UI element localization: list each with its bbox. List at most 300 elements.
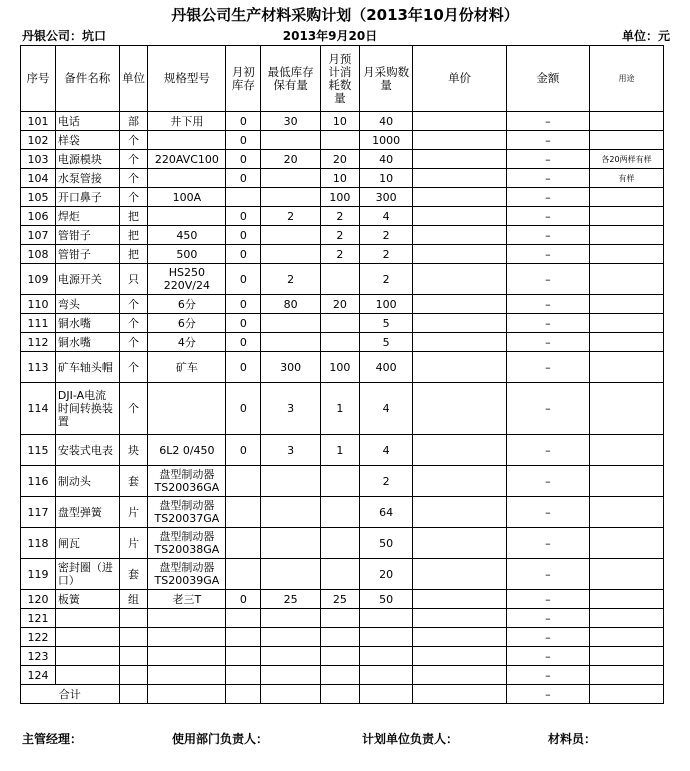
cell-amount: – bbox=[506, 497, 589, 528]
cell-unit: 部 bbox=[119, 112, 148, 131]
cell-purchase-qty: 2 bbox=[359, 245, 412, 264]
table-row bbox=[21, 383, 664, 435]
cell-purchase-qty: 40 bbox=[359, 112, 412, 131]
cell-purchase-qty: 5 bbox=[359, 314, 412, 333]
cell-no: 105 bbox=[21, 188, 56, 207]
cell-purchase-qty: 20 bbox=[359, 559, 412, 590]
cell-consume bbox=[320, 314, 359, 333]
cell-spec: 220AVC100 bbox=[148, 150, 226, 169]
cell-purchase-qty: 1000 bbox=[359, 131, 412, 150]
cell-spec: 6分 bbox=[148, 295, 226, 314]
cell-no: 115 bbox=[21, 435, 56, 466]
cell-min-stock: 25 bbox=[261, 590, 321, 609]
cell-unit bbox=[119, 647, 148, 666]
cell-spec bbox=[148, 131, 226, 150]
cell-unit: 片 bbox=[119, 497, 148, 528]
cell-min-stock bbox=[261, 666, 321, 685]
cell-name: 盘型弹簧 bbox=[55, 497, 119, 528]
cell-use bbox=[589, 435, 663, 466]
cell-no: 116 bbox=[21, 466, 56, 497]
cell-no: 120 bbox=[21, 590, 56, 609]
table-row bbox=[21, 112, 664, 131]
cell-consume: 1 bbox=[320, 435, 359, 466]
cell-spec: 450 bbox=[148, 226, 226, 245]
cell-amount: – bbox=[506, 528, 589, 559]
material-clerk-signature-label: 材料员： bbox=[548, 732, 597, 746]
cell-use: 各20两样有样 bbox=[589, 150, 663, 169]
cell-min-stock bbox=[261, 333, 321, 352]
cell-amount: – bbox=[506, 264, 589, 295]
cell-min-stock bbox=[261, 609, 321, 628]
cell-min-stock bbox=[261, 226, 321, 245]
cell-purchase-qty: 4 bbox=[359, 383, 412, 435]
cell-stock bbox=[226, 466, 261, 497]
cell-min-stock: 3 bbox=[261, 435, 321, 466]
cell-use bbox=[589, 609, 663, 628]
cell-consume bbox=[320, 131, 359, 150]
cell-min-stock bbox=[261, 628, 321, 647]
cell-amount: – bbox=[506, 112, 589, 131]
cell-purchase-qty bbox=[359, 628, 412, 647]
cell-name: 板簧 bbox=[55, 590, 119, 609]
header-row bbox=[21, 46, 664, 112]
cell-use bbox=[589, 590, 663, 609]
cell-min-stock bbox=[261, 169, 321, 188]
cell-name bbox=[55, 628, 119, 647]
cell-no: 107 bbox=[21, 226, 56, 245]
cell-name: 水泵管接 bbox=[55, 169, 119, 188]
cell-amount: – bbox=[506, 590, 589, 609]
cell-name: 焊炬 bbox=[55, 207, 119, 226]
cell-stock: 0 bbox=[226, 352, 261, 383]
cell-use bbox=[589, 352, 663, 383]
cell-amount: – bbox=[506, 559, 589, 590]
cell-purchase-qty bbox=[359, 666, 412, 685]
cell-min-stock: 2 bbox=[261, 207, 321, 226]
cell-amount: – bbox=[506, 333, 589, 352]
cell-spec: HS250 220V/24 bbox=[148, 264, 226, 295]
cell-spec: 盘型制动器TS20036GA bbox=[148, 466, 226, 497]
cell-amount: – bbox=[506, 169, 589, 188]
cell-stock: 0 bbox=[226, 150, 261, 169]
cell-no: 110 bbox=[21, 295, 56, 314]
table-row bbox=[21, 207, 664, 226]
cell-amount: – bbox=[506, 647, 589, 666]
cell-min-stock: 30 bbox=[261, 112, 321, 131]
table-row bbox=[21, 188, 664, 207]
cell-unit: 个 bbox=[119, 314, 148, 333]
cell-no: 118 bbox=[21, 528, 56, 559]
cell-name bbox=[55, 609, 119, 628]
cell-spec bbox=[148, 647, 226, 666]
cell-price bbox=[413, 188, 506, 207]
cell-use bbox=[589, 466, 663, 497]
cell-consume bbox=[320, 466, 359, 497]
table-row bbox=[21, 131, 664, 150]
cell-stock bbox=[226, 497, 261, 528]
cell-spec bbox=[148, 666, 226, 685]
cell-use bbox=[589, 295, 663, 314]
cell-name bbox=[55, 666, 119, 685]
total-amount: – bbox=[506, 685, 589, 704]
cell-spec bbox=[148, 628, 226, 647]
cell-purchase-qty bbox=[359, 609, 412, 628]
cell-price bbox=[413, 226, 506, 245]
cell-no: 113 bbox=[21, 352, 56, 383]
cell-unit: 套 bbox=[119, 466, 148, 497]
cell-name: 铜水嘴 bbox=[55, 314, 119, 333]
cell-consume: 20 bbox=[320, 295, 359, 314]
table-row bbox=[21, 333, 664, 352]
cell-stock: 0 bbox=[226, 314, 261, 333]
col-purchase-header: 月采购数量 bbox=[359, 46, 412, 112]
cell-consume bbox=[320, 264, 359, 295]
table-row bbox=[21, 559, 664, 590]
cell-spec: 矿车 bbox=[148, 352, 226, 383]
cell-min-stock bbox=[261, 466, 321, 497]
cell-unit bbox=[119, 666, 148, 685]
page-title: 丹银公司生产材料采购计划（2013年10月份材料） bbox=[171, 6, 519, 24]
col-name-header: 备件名称 bbox=[55, 46, 119, 112]
cell-use: 有样 bbox=[589, 169, 663, 188]
cell-spec: 4分 bbox=[148, 333, 226, 352]
cell-unit: 个 bbox=[119, 169, 148, 188]
cell-min-stock bbox=[261, 497, 321, 528]
cell-name: 闸瓦 bbox=[55, 528, 119, 559]
cell-unit: 把 bbox=[119, 245, 148, 264]
cell-amount: – bbox=[506, 207, 589, 226]
cell-stock: 0 bbox=[226, 590, 261, 609]
cell-no: 106 bbox=[21, 207, 56, 226]
cell-name: 电源开关 bbox=[55, 264, 119, 295]
table-row bbox=[21, 497, 664, 528]
table-row bbox=[21, 150, 664, 169]
cell-purchase-qty: 4 bbox=[359, 207, 412, 226]
cell-spec: 6分 bbox=[148, 314, 226, 333]
cell-consume bbox=[320, 609, 359, 628]
cell-stock: 0 bbox=[226, 383, 261, 435]
cell-consume bbox=[320, 528, 359, 559]
table-row bbox=[21, 314, 664, 333]
col-spec-header: 规格型号 bbox=[148, 46, 226, 112]
cell-use bbox=[589, 245, 663, 264]
cell-stock bbox=[226, 559, 261, 590]
cell-name: 矿车轴头帽 bbox=[55, 352, 119, 383]
cell-amount: – bbox=[506, 188, 589, 207]
cell-amount: – bbox=[506, 295, 589, 314]
cell-unit: 个 bbox=[119, 131, 148, 150]
cell-price bbox=[413, 264, 506, 295]
cell-consume: 100 bbox=[320, 188, 359, 207]
cell-spec bbox=[148, 169, 226, 188]
cell-price bbox=[413, 112, 506, 131]
cell-name: 电话 bbox=[55, 112, 119, 131]
cell-purchase-qty: 2 bbox=[359, 226, 412, 245]
cell-use bbox=[589, 528, 663, 559]
cell-amount: – bbox=[506, 666, 589, 685]
manager-signature-label: 主管经理： bbox=[22, 732, 83, 746]
company-label: 丹银公司：坑口 bbox=[22, 29, 107, 43]
cell-purchase-qty: 2 bbox=[359, 466, 412, 497]
col-consume-header: 月预计消耗数量 bbox=[320, 46, 359, 112]
cell-price bbox=[413, 295, 506, 314]
cell-spec: 盘型制动器TS20037GA bbox=[148, 497, 226, 528]
cell-amount: – bbox=[506, 150, 589, 169]
cell-price bbox=[413, 590, 506, 609]
cell-no: 102 bbox=[21, 131, 56, 150]
cell-price bbox=[413, 528, 506, 559]
cell-no: 123 bbox=[21, 647, 56, 666]
cell-min-stock: 3 bbox=[261, 383, 321, 435]
cell-purchase-qty: 5 bbox=[359, 333, 412, 352]
cell-price bbox=[413, 609, 506, 628]
cell-price bbox=[413, 647, 506, 666]
cell-spec bbox=[148, 207, 226, 226]
cell-spec: 6L2 0/450 bbox=[148, 435, 226, 466]
table-row bbox=[21, 352, 664, 383]
cell-unit: 个 bbox=[119, 333, 148, 352]
cell-price bbox=[413, 559, 506, 590]
cell-no: 103 bbox=[21, 150, 56, 169]
cell-purchase-qty: 40 bbox=[359, 150, 412, 169]
cell-spec bbox=[148, 383, 226, 435]
cell-unit: 片 bbox=[119, 528, 148, 559]
cell-use bbox=[589, 112, 663, 131]
cell-stock bbox=[226, 628, 261, 647]
cell-stock: 0 bbox=[226, 112, 261, 131]
cell-amount: – bbox=[506, 245, 589, 264]
cell-purchase-qty: 100 bbox=[359, 295, 412, 314]
plan-head-signature-label: 计划单位负责人： bbox=[362, 732, 459, 746]
cell-name: 样袋 bbox=[55, 131, 119, 150]
cell-unit: 个 bbox=[119, 295, 148, 314]
cell-min-stock: 80 bbox=[261, 295, 321, 314]
cell-spec: 老三T bbox=[148, 590, 226, 609]
cell-unit: 个 bbox=[119, 383, 148, 435]
cell-price bbox=[413, 628, 506, 647]
cell-stock: 0 bbox=[226, 295, 261, 314]
table-row bbox=[21, 295, 664, 314]
cell-unit: 块 bbox=[119, 435, 148, 466]
cell-min-stock bbox=[261, 528, 321, 559]
cell-price bbox=[413, 435, 506, 466]
table-row bbox=[21, 609, 664, 628]
cell-name: 密封圈（进口） bbox=[55, 559, 119, 590]
cell-use bbox=[589, 559, 663, 590]
cell-no: 119 bbox=[21, 559, 56, 590]
col-stock-header: 月初库存 bbox=[226, 46, 261, 112]
cell-purchase-qty: 4 bbox=[359, 435, 412, 466]
cell-consume bbox=[320, 628, 359, 647]
cell-amount: – bbox=[506, 466, 589, 497]
cell-amount: – bbox=[506, 352, 589, 383]
cell-amount: – bbox=[506, 383, 589, 435]
cell-use bbox=[589, 314, 663, 333]
table-row bbox=[21, 528, 664, 559]
cell-consume bbox=[320, 333, 359, 352]
cell-spec: 盘型制动器TS20039GA bbox=[148, 559, 226, 590]
cell-price bbox=[413, 169, 506, 188]
cell-consume bbox=[320, 559, 359, 590]
cell-use bbox=[589, 264, 663, 295]
cell-no: 111 bbox=[21, 314, 56, 333]
cell-consume bbox=[320, 647, 359, 666]
cell-price bbox=[413, 352, 506, 383]
table-row bbox=[21, 169, 664, 188]
cell-stock: 0 bbox=[226, 264, 261, 295]
cell-stock bbox=[226, 528, 261, 559]
cell-consume: 2 bbox=[320, 226, 359, 245]
cell-stock: 0 bbox=[226, 226, 261, 245]
cell-use bbox=[589, 628, 663, 647]
cell-amount: – bbox=[506, 628, 589, 647]
cell-name: 弯头 bbox=[55, 295, 119, 314]
cell-min-stock bbox=[261, 188, 321, 207]
table-row bbox=[21, 226, 664, 245]
cell-consume: 10 bbox=[320, 169, 359, 188]
cell-stock: 0 bbox=[226, 207, 261, 226]
cell-min-stock bbox=[261, 647, 321, 666]
cell-use bbox=[589, 188, 663, 207]
cell-no: 109 bbox=[21, 264, 56, 295]
plan-date: 2013年9月20日 bbox=[282, 29, 378, 43]
cell-min-stock bbox=[261, 559, 321, 590]
cell-use bbox=[589, 497, 663, 528]
cell-price bbox=[413, 207, 506, 226]
cell-consume: 2 bbox=[320, 245, 359, 264]
cell-use bbox=[589, 226, 663, 245]
cell-no: 104 bbox=[21, 169, 56, 188]
table-row bbox=[21, 245, 664, 264]
cell-purchase-qty: 50 bbox=[359, 590, 412, 609]
cell-price bbox=[413, 150, 506, 169]
cell-no: 122 bbox=[21, 628, 56, 647]
cell-name: 开口鼻子 bbox=[55, 188, 119, 207]
cell-no: 112 bbox=[21, 333, 56, 352]
cell-stock: 0 bbox=[226, 435, 261, 466]
cell-price bbox=[413, 466, 506, 497]
cell-name: 制动头 bbox=[55, 466, 119, 497]
table-row bbox=[21, 264, 664, 295]
cell-price bbox=[413, 666, 506, 685]
cell-unit: 把 bbox=[119, 207, 148, 226]
cell-spec: 井下用 bbox=[148, 112, 226, 131]
cell-unit: 套 bbox=[119, 559, 148, 590]
cell-consume: 1 bbox=[320, 383, 359, 435]
total-row bbox=[21, 685, 664, 704]
cell-spec: 100A bbox=[148, 188, 226, 207]
table-row bbox=[21, 647, 664, 666]
cell-purchase-qty: 300 bbox=[359, 188, 412, 207]
cell-consume: 25 bbox=[320, 590, 359, 609]
cell-purchase-qty: 2 bbox=[359, 264, 412, 295]
cell-purchase-qty bbox=[359, 647, 412, 666]
cell-name: 管钳子 bbox=[55, 245, 119, 264]
cell-no: 114 bbox=[21, 383, 56, 435]
cell-price bbox=[413, 245, 506, 264]
cell-no: 101 bbox=[21, 112, 56, 131]
cell-name bbox=[55, 647, 119, 666]
cell-use bbox=[589, 383, 663, 435]
cell-amount: – bbox=[506, 435, 589, 466]
currency-unit: 单位：元 bbox=[621, 29, 670, 43]
cell-consume bbox=[320, 497, 359, 528]
col-no-header: 序号 bbox=[21, 46, 56, 112]
cell-use bbox=[589, 647, 663, 666]
table-row bbox=[21, 435, 664, 466]
cell-price bbox=[413, 333, 506, 352]
cell-min-stock: 300 bbox=[261, 352, 321, 383]
cell-amount: – bbox=[506, 226, 589, 245]
cell-unit: 只 bbox=[119, 264, 148, 295]
cell-min-stock: 2 bbox=[261, 264, 321, 295]
cell-price bbox=[413, 383, 506, 435]
cell-unit: 个 bbox=[119, 188, 148, 207]
cell-consume bbox=[320, 666, 359, 685]
cell-amount: – bbox=[506, 609, 589, 628]
cell-use bbox=[589, 131, 663, 150]
procurement-table bbox=[20, 45, 664, 704]
cell-unit: 个 bbox=[119, 352, 148, 383]
cell-amount: – bbox=[506, 131, 589, 150]
cell-min-stock bbox=[261, 245, 321, 264]
cell-price bbox=[413, 497, 506, 528]
cell-stock bbox=[226, 609, 261, 628]
cell-no: 121 bbox=[21, 609, 56, 628]
cell-unit bbox=[119, 609, 148, 628]
table-row bbox=[21, 590, 664, 609]
cell-unit: 个 bbox=[119, 150, 148, 169]
cell-purchase-qty: 400 bbox=[359, 352, 412, 383]
cell-spec: 500 bbox=[148, 245, 226, 264]
cell-use bbox=[589, 207, 663, 226]
col-price-header: 单价 bbox=[413, 46, 506, 112]
cell-purchase-qty: 10 bbox=[359, 169, 412, 188]
dept-head-signature-label: 使用部门负责人： bbox=[172, 732, 269, 746]
cell-no: 124 bbox=[21, 666, 56, 685]
cell-stock bbox=[226, 666, 261, 685]
cell-use bbox=[589, 333, 663, 352]
cell-stock: 0 bbox=[226, 245, 261, 264]
cell-consume: 100 bbox=[320, 352, 359, 383]
col-amount-header: 金额 bbox=[506, 46, 589, 112]
cell-price bbox=[413, 131, 506, 150]
table-row bbox=[21, 466, 664, 497]
cell-name: DJI-A电流时间转换装置 bbox=[55, 383, 119, 435]
col-unit-header: 单位 bbox=[119, 46, 148, 112]
col-use-header: 用途 bbox=[589, 46, 663, 112]
cell-consume: 20 bbox=[320, 150, 359, 169]
cell-min-stock: 20 bbox=[261, 150, 321, 169]
table-row bbox=[21, 628, 664, 647]
cell-name: 安装式电表 bbox=[55, 435, 119, 466]
cell-purchase-qty: 64 bbox=[359, 497, 412, 528]
cell-no: 117 bbox=[21, 497, 56, 528]
cell-name: 铜水嘴 bbox=[55, 333, 119, 352]
cell-name: 管钳子 bbox=[55, 226, 119, 245]
cell-stock: 0 bbox=[226, 333, 261, 352]
cell-min-stock bbox=[261, 314, 321, 333]
cell-min-stock bbox=[261, 131, 321, 150]
cell-name: 电源模块 bbox=[55, 150, 119, 169]
cell-stock: 0 bbox=[226, 169, 261, 188]
total-label: 合计 bbox=[21, 685, 120, 704]
table-row bbox=[21, 666, 664, 685]
cell-unit: 组 bbox=[119, 590, 148, 609]
cell-stock bbox=[226, 188, 261, 207]
cell-price bbox=[413, 314, 506, 333]
cell-purchase-qty: 50 bbox=[359, 528, 412, 559]
